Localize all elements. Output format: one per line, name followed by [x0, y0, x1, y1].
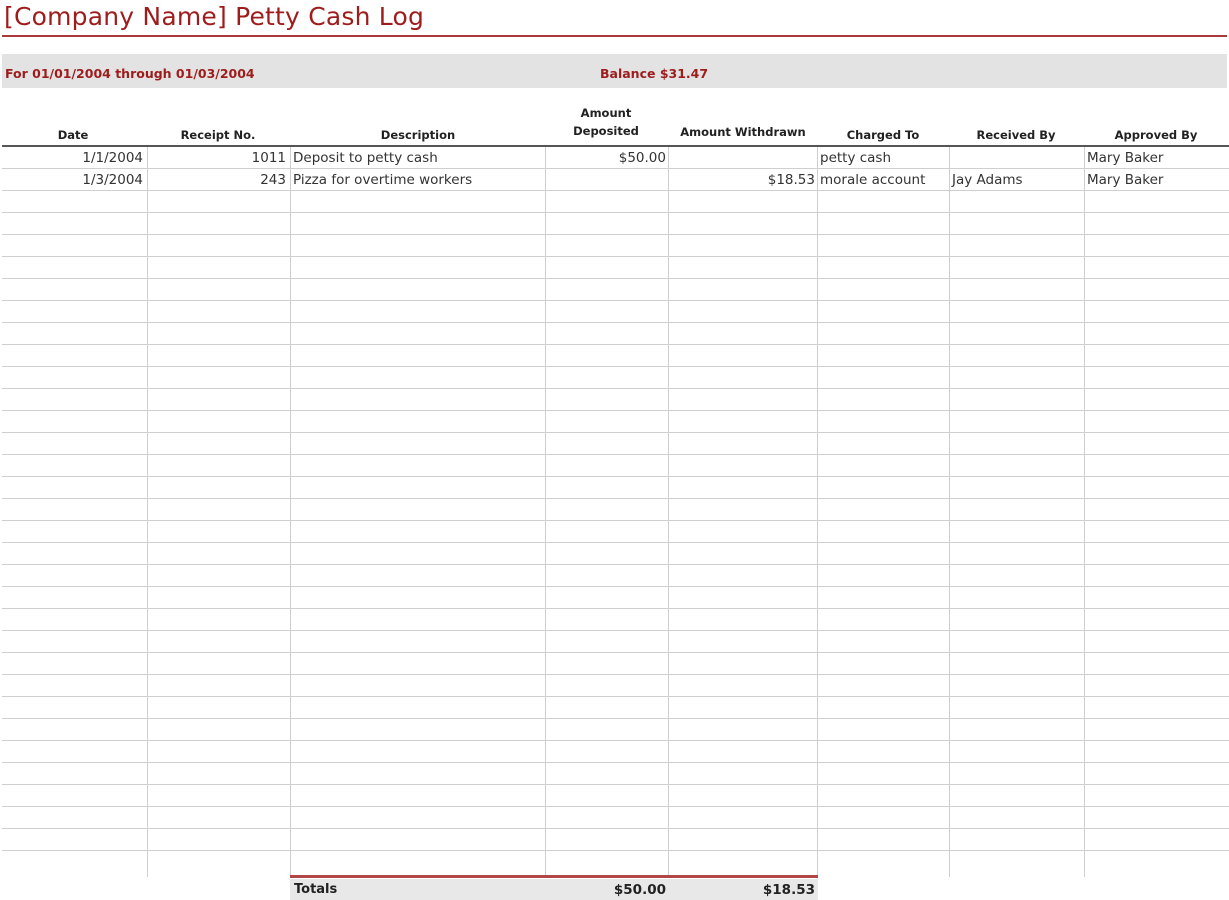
- balance-label: Balance $31.47: [600, 66, 709, 81]
- row-divider: [2, 322, 1229, 323]
- cell-description[interactable]: Deposit to petty cash: [293, 150, 438, 166]
- column-header-approved-by[interactable]: Approved By: [1114, 128, 1198, 142]
- cell-received-by[interactable]: [952, 147, 1082, 169]
- column-header-description[interactable]: Description: [380, 128, 456, 142]
- row-divider: [2, 344, 1229, 345]
- row-divider: [2, 828, 1229, 829]
- total-withdrawn: $18.53: [762, 882, 815, 898]
- log-grid: [2, 147, 1229, 879]
- row-divider: [2, 806, 1229, 807]
- cell-date[interactable]: 1/3/2004: [82, 172, 143, 188]
- page-title: [Company Name] Petty Cash Log: [4, 2, 425, 31]
- row-divider: [2, 234, 1229, 235]
- row-divider: [2, 520, 1229, 521]
- row-divider: [2, 608, 1229, 609]
- cell-receipt[interactable]: 1011: [251, 150, 286, 166]
- row-divider: [2, 542, 1229, 543]
- row-divider: [2, 652, 1229, 653]
- column-header-received-by[interactable]: Received By: [976, 128, 1056, 142]
- row-divider: [2, 498, 1229, 499]
- cell-withdrawn[interactable]: [671, 147, 815, 169]
- row-divider: [2, 718, 1229, 719]
- row-divider: [2, 762, 1229, 763]
- row-divider: [2, 630, 1229, 631]
- cell-deposited[interactable]: [548, 169, 666, 191]
- column-header-receipt[interactable]: Receipt No.: [180, 128, 256, 142]
- row-divider: [2, 674, 1229, 675]
- column-header-date[interactable]: Date: [57, 128, 89, 142]
- cell-date[interactable]: 1/1/2004: [82, 150, 143, 166]
- row-divider: [2, 784, 1229, 785]
- row-divider: [2, 850, 1229, 851]
- cell-description[interactable]: Pizza for overtime workers: [293, 172, 473, 188]
- cell-charged-to[interactable]: petty cash: [820, 150, 892, 166]
- row-divider: [2, 278, 1229, 279]
- row-divider: [2, 740, 1229, 741]
- row-divider: [2, 410, 1229, 411]
- title-underline: [2, 35, 1227, 37]
- cell-approved-by[interactable]: Mary Baker: [1087, 172, 1164, 188]
- column-header-charged-to[interactable]: Charged To: [846, 128, 920, 142]
- row-divider: [2, 212, 1229, 213]
- total-deposited: $50.00: [613, 882, 666, 898]
- cell-received-by[interactable]: Jay Adams: [952, 172, 1023, 188]
- row-divider: [2, 696, 1229, 697]
- column-header-deposited-line1[interactable]: Amount: [580, 106, 632, 120]
- period-label: For 01/01/2004 through 01/03/2004: [5, 66, 255, 81]
- cell-charged-to[interactable]: morale account: [820, 172, 926, 188]
- row-divider: [2, 388, 1229, 389]
- column-header-withdrawn[interactable]: Amount Withdrawn: [680, 125, 806, 139]
- row-divider: [2, 300, 1229, 301]
- cell-receipt[interactable]: 243: [260, 172, 286, 188]
- cell-withdrawn[interactable]: $18.53: [767, 172, 815, 188]
- row-divider: [2, 256, 1229, 257]
- row-divider: [2, 564, 1229, 565]
- row-divider: [2, 586, 1229, 587]
- row-divider: [2, 432, 1229, 433]
- cell-deposited[interactable]: $50.00: [618, 150, 666, 166]
- row-divider: [2, 366, 1229, 367]
- totals-label: Totals: [294, 882, 338, 897]
- cell-approved-by[interactable]: Mary Baker: [1087, 150, 1164, 166]
- totals-rule: [290, 875, 818, 878]
- row-divider: [2, 454, 1229, 455]
- column-header-deposited-line2[interactable]: Deposited: [573, 124, 639, 138]
- row-divider: [2, 476, 1229, 477]
